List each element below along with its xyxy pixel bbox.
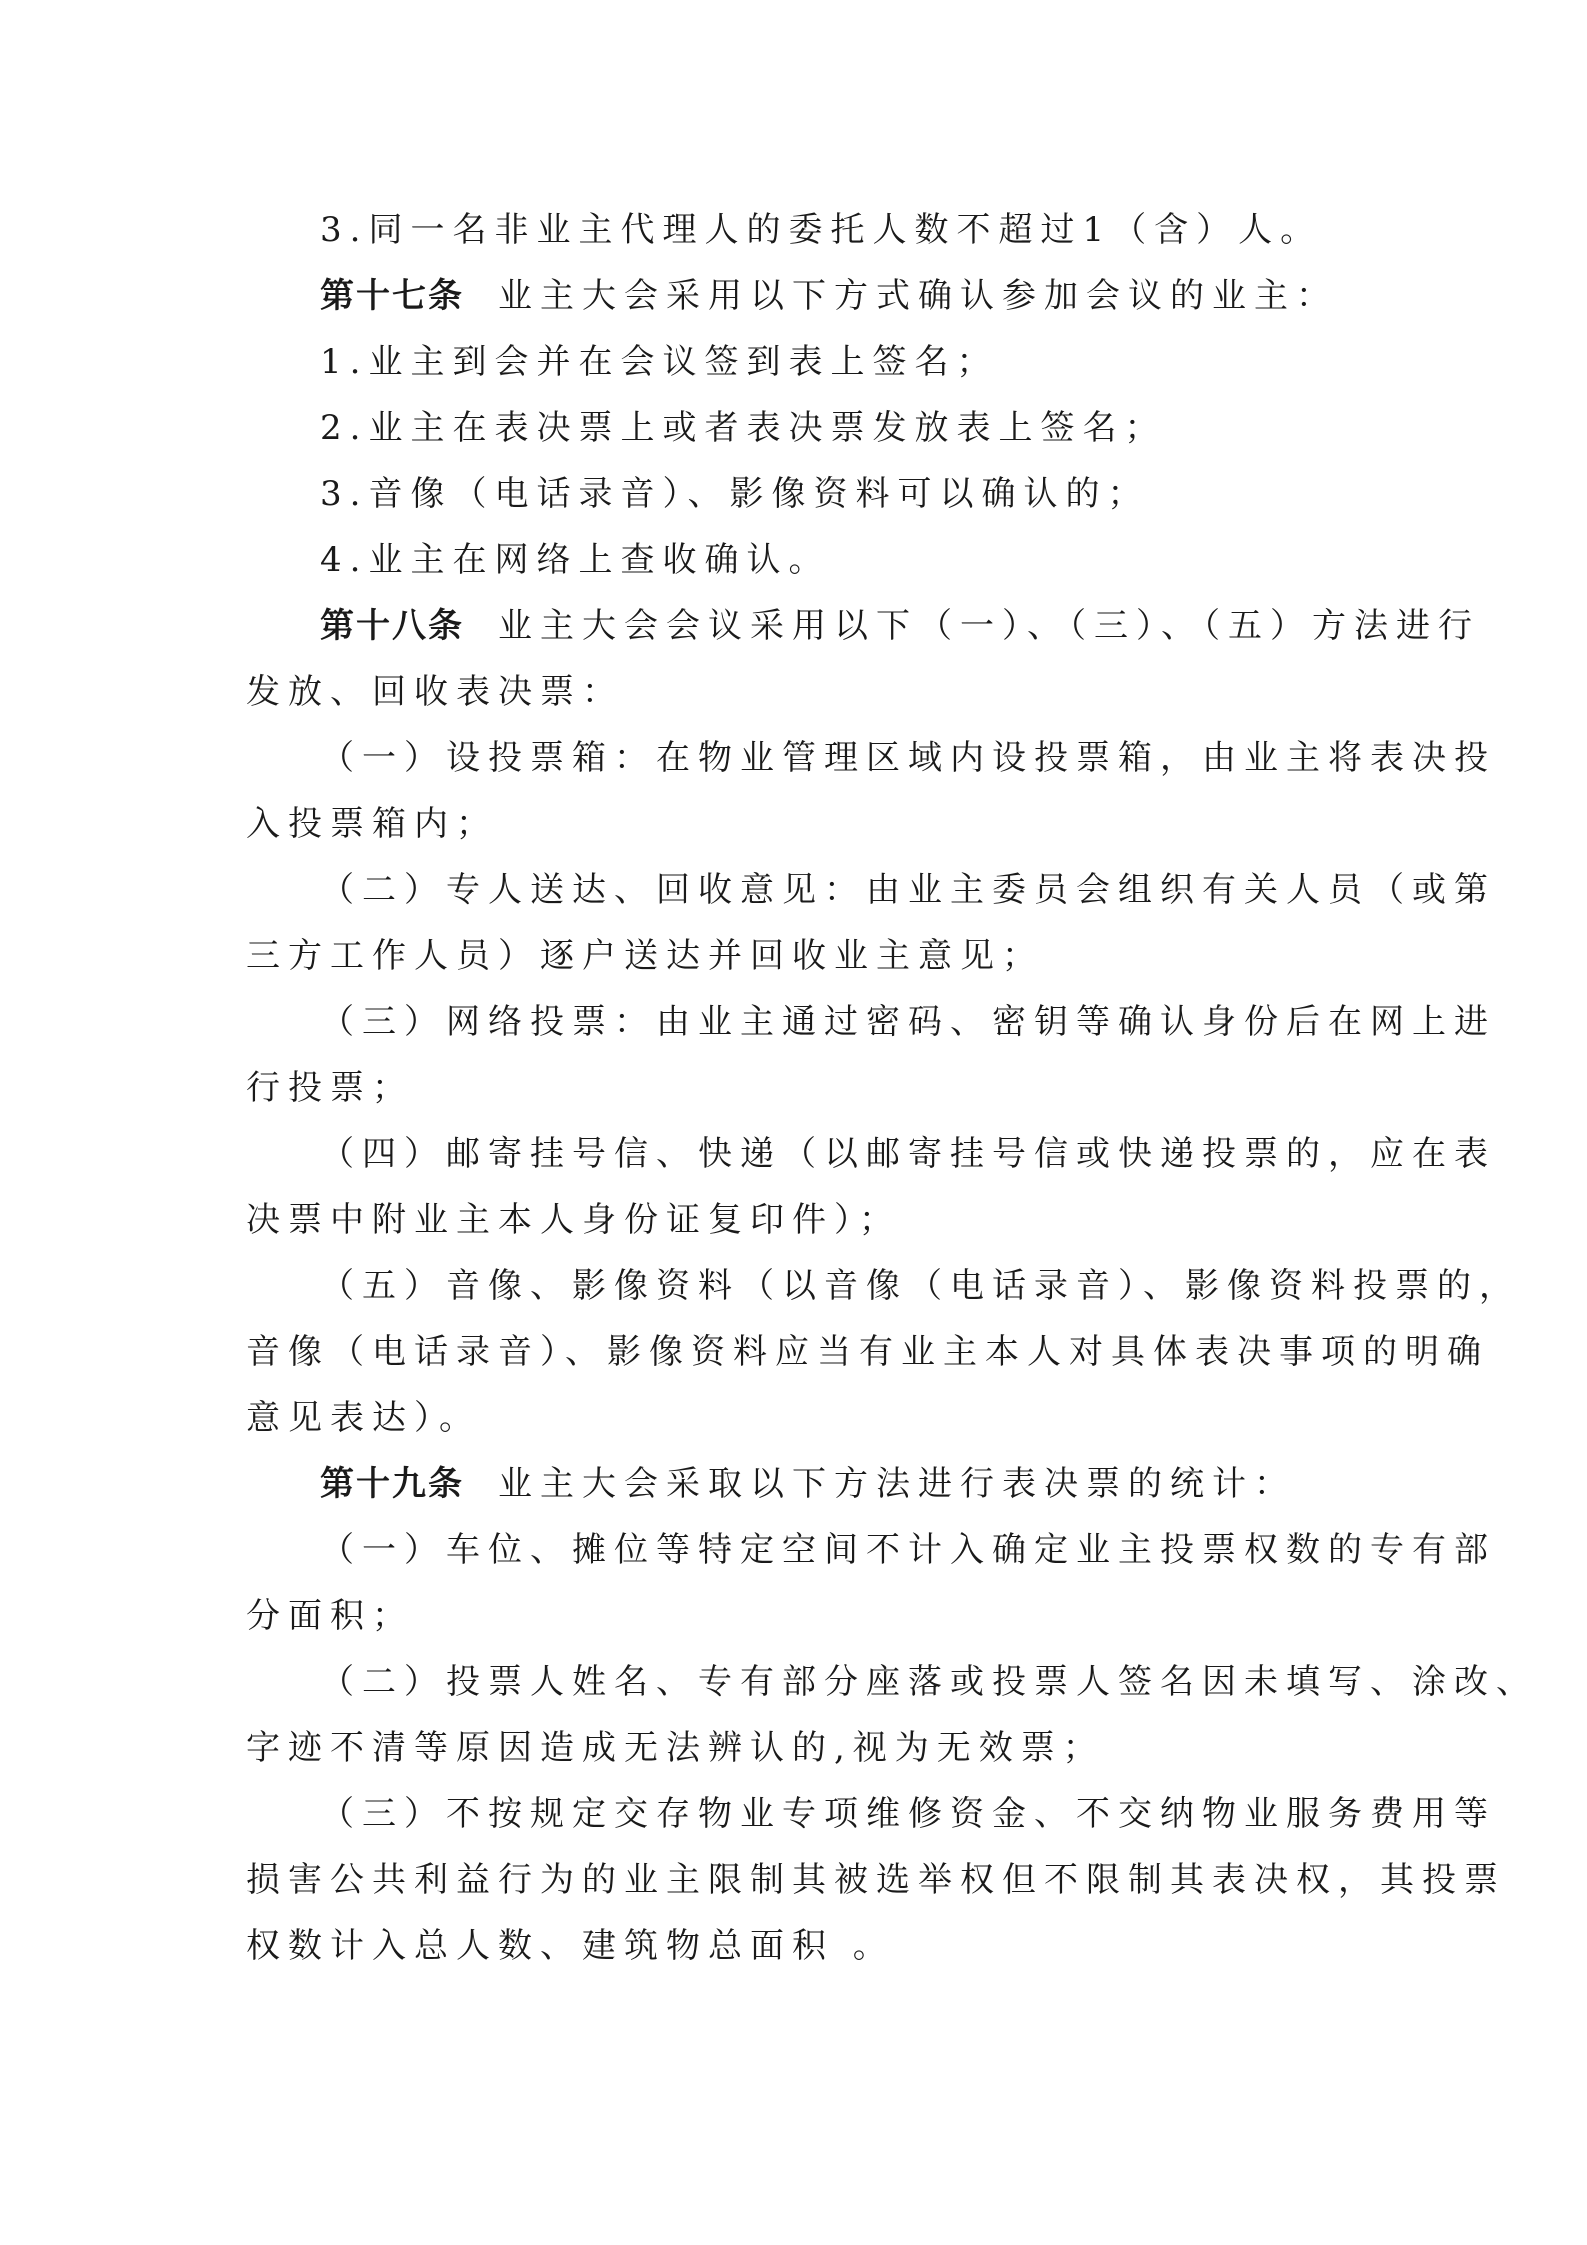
article-18-heading	[246, 593, 1480, 659]
line-text: 3.音像（电话录音）、影像资料可以确认的；	[320, 474, 1150, 514]
line-text: 行投票；	[246, 1068, 414, 1108]
line-text: （三）网络投票：由业主通过密码、密钥等确认身份后在网上进	[320, 1002, 1496, 1042]
paragraph-line	[246, 1913, 1346, 1979]
line-text: （三）不按规定交存物业专项维修资金、不交纳物业服务费用等	[320, 1794, 1496, 1834]
paragraph-line	[246, 1517, 1496, 1583]
paragraph-line	[246, 1649, 1538, 1715]
paragraph-line	[246, 791, 1346, 857]
line-text: 发放、回收表决票：	[246, 672, 624, 712]
line-text: 业主大会采用以下方式确认参加会议的业主：	[498, 276, 1338, 316]
paragraph-line	[246, 1385, 1346, 1451]
paragraph-line	[246, 1319, 1489, 1385]
line-text: （四）邮寄挂号信、快递（以邮寄挂号信或快递投票的，应在表	[320, 1134, 1496, 1174]
paragraph-line	[246, 329, 1346, 395]
paragraph-line	[246, 1055, 1346, 1121]
line-text: （五）音像、影像资料（以音像（电话录音）、影像资料投票的，	[320, 1266, 1521, 1306]
line-text: 音像（电话录音）、影像资料应当有业主本人对具体表决事项的明确	[246, 1332, 1489, 1372]
line-text: 1.业主到会并在会议签到表上签名；	[320, 342, 999, 382]
paragraph-line	[246, 197, 1346, 263]
paragraph-line	[246, 395, 1346, 461]
line-text: 字迹不清等原因造成无法辨认的,视为无效票；	[246, 1728, 1105, 1768]
paragraph-line	[246, 1187, 1346, 1253]
article-number: 第十七条	[320, 276, 464, 316]
article-17-heading	[246, 263, 1346, 329]
paragraph-line	[246, 461, 1346, 527]
line-text: （二）专人送达、回收意见：由业主委员会组织有关人员（或第	[320, 870, 1496, 910]
line-text: 权数计入总人数、建筑物总面积 。	[246, 1926, 895, 1966]
paragraph-line	[246, 1583, 1346, 1649]
article-number: 第十九条	[320, 1464, 464, 1504]
paragraph-line	[246, 1715, 1346, 1781]
article-number: 第十八条	[320, 606, 464, 646]
paragraph-line	[246, 725, 1496, 791]
document-body	[246, 197, 1538, 1979]
paragraph-line	[246, 527, 1346, 593]
line-text: 决票中附业主本人身份证复印件）；	[246, 1200, 901, 1240]
paragraph-line	[246, 1121, 1496, 1187]
paragraph-line	[246, 1253, 1521, 1319]
line-text: 三方工作人员）逐户送达并回收业主意见；	[246, 936, 1044, 976]
line-text: 损害公共利益行为的业主限制其被选举权但不限制其表决权，其投票	[246, 1860, 1506, 1900]
paragraph-line	[246, 857, 1496, 923]
line-text: 意见表达）。	[246, 1398, 481, 1438]
line-text: （一）车位、摊位等特定空间不计入确定业主投票权数的专有部	[320, 1530, 1496, 1570]
line-text: 2.业主在表决票上或者表决票发放表上签名；	[320, 408, 1167, 448]
line-text: （一）设投票箱：在物业管理区域内设投票箱，由业主将表决投	[320, 738, 1496, 778]
paragraph-line	[246, 659, 1346, 725]
paragraph-line	[246, 989, 1496, 1055]
line-text: 3.同一名非业主代理人的委托人数不超过1（含）人。	[320, 210, 1323, 250]
line-text: 分面积；	[246, 1596, 414, 1636]
line-text: 4.业主在网络上查收确认。	[320, 540, 831, 580]
line-text: 业主大会会议采用以下（一）、（三）、（五）方法进行	[498, 606, 1480, 646]
line-text: 业主大会采取以下方法进行表决票的统计：	[498, 1464, 1296, 1504]
line-text: （二）投票人姓名、专有部分座落或投票人签名因未填写、涂改、	[320, 1662, 1538, 1702]
paragraph-line	[246, 1781, 1496, 1847]
paragraph-line	[246, 923, 1346, 989]
line-text: 入投票箱内；	[246, 804, 498, 844]
article-19-heading	[246, 1451, 1346, 1517]
paragraph-line	[246, 1847, 1506, 1913]
